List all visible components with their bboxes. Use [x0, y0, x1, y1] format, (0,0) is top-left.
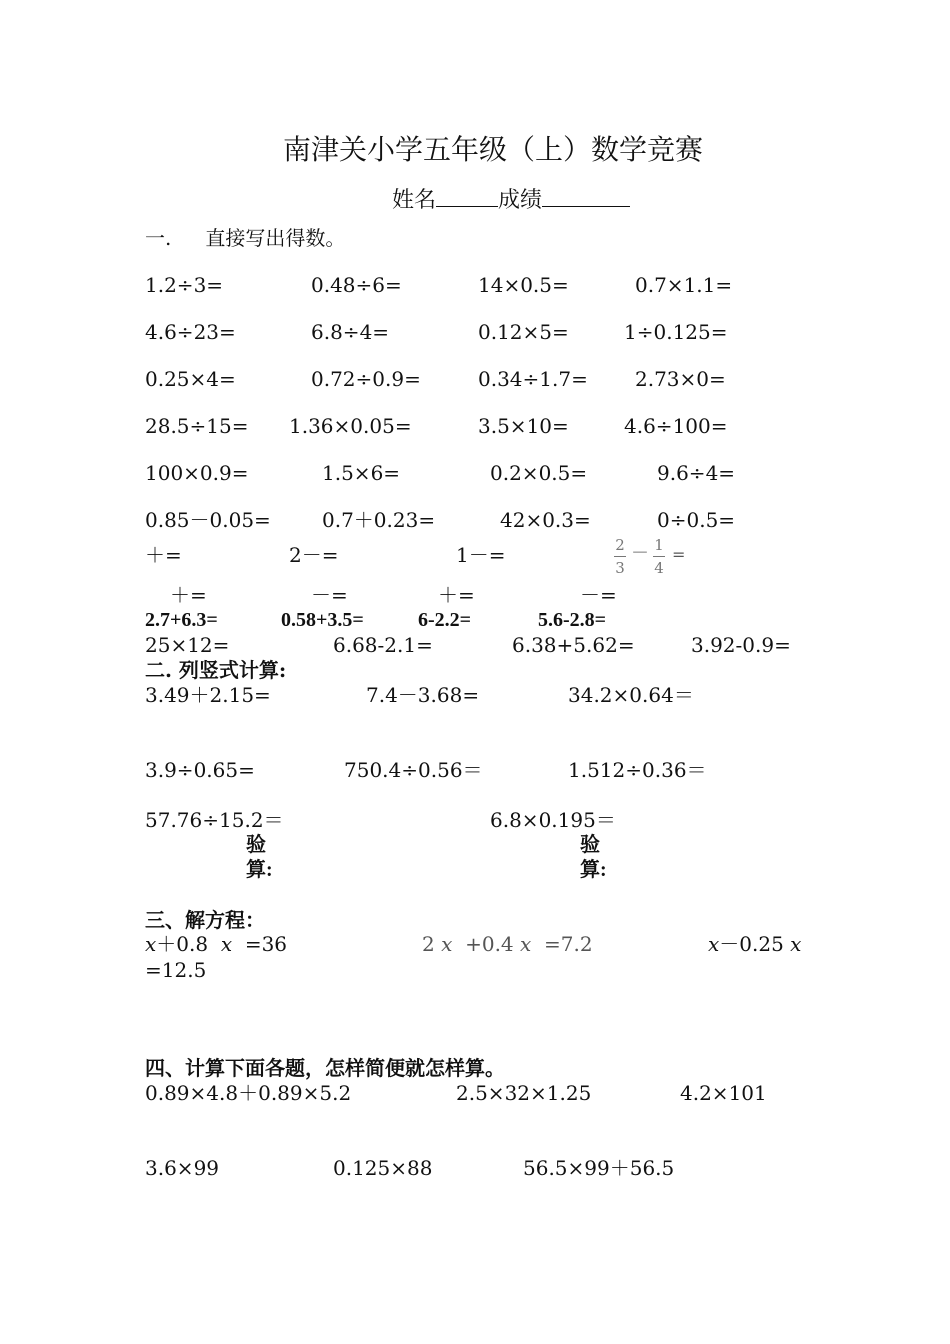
problem: 0.72÷0.9= [311, 367, 421, 391]
problem: 0.2×0.5= [490, 461, 588, 485]
problem: 9.6÷4= [657, 461, 736, 485]
equation-continuation: =12.5 [145, 958, 207, 982]
problem: 1.2÷3= [145, 273, 224, 297]
fraction-equals: = [672, 545, 686, 564]
problem: 1÷0.125= [624, 320, 728, 344]
problem: 4.6÷100= [624, 414, 728, 438]
section-one-number: 一. [145, 226, 172, 250]
problem: 0.85－0.05= [145, 508, 271, 532]
score-blank[interactable] [542, 188, 630, 207]
problem: 6-2.2= [418, 609, 472, 631]
problem: 2.7+6.3= [145, 609, 218, 631]
problem: 4.2×101 [680, 1081, 767, 1105]
fraction-denominator: 4 [654, 559, 664, 577]
problem: 3.9÷0.65= [145, 758, 255, 782]
problem: 3.92-0.9= [691, 633, 791, 657]
problem: 0÷0.5= [657, 508, 736, 532]
problem: 7.4－3.68= [366, 683, 480, 707]
section-two-heading: 二. 列竖式计算: [145, 658, 287, 682]
problem: ＋= [170, 583, 207, 607]
check-label: 验 [580, 834, 600, 856]
equation: x＋0.8 x =36 [145, 932, 288, 956]
problem: 4.6÷23= [145, 320, 236, 344]
problem: 28.5÷15= [145, 414, 249, 438]
problem: 14×0.5= [478, 273, 569, 297]
score-label: 成绩 [498, 188, 543, 213]
problem: 2.73×0= [635, 367, 726, 391]
problem: 0.125×88 [333, 1156, 433, 1180]
problem: 0.12×5= [478, 320, 569, 344]
problem: 2.5×32×1.25 [456, 1081, 592, 1105]
problem: 0.7＋0.23= [322, 508, 436, 532]
problem: ＋= [145, 543, 182, 567]
problem: 0.7×1.1= [635, 273, 733, 297]
problem: 0.58+3.5= [281, 609, 364, 631]
section-four-heading: 四、计算下面各题，怎样简便就怎样算。 [145, 1056, 505, 1080]
problem: 3.5×10= [478, 414, 569, 438]
problem: 56.5×99＋56.5 [523, 1156, 675, 1180]
fraction-denominator: 3 [615, 559, 625, 577]
problem: 100×0.9= [145, 461, 249, 485]
section-three-heading: 三、解方程： [145, 908, 265, 932]
problem: 1.512÷0.36＝ [568, 758, 707, 782]
problem: 3.49＋2.15= [145, 683, 271, 707]
problem: 0.48÷6= [311, 273, 402, 297]
name-score-row [392, 188, 630, 212]
problem: －= [311, 583, 348, 607]
fraction-operator: － [631, 543, 649, 564]
problem: 34.2×0.64＝ [568, 683, 694, 707]
problem: 1.5×6= [322, 461, 401, 485]
section-one-title: 直接写出得数。 [205, 226, 346, 250]
problem: 1－= [456, 543, 506, 567]
check-label: 算: [580, 859, 607, 881]
problem: 750.4÷0.56＝ [344, 758, 483, 782]
check-label: 验 [246, 834, 266, 856]
problem: 1.36×0.05= [289, 414, 412, 438]
problem: 42×0.3= [500, 508, 591, 532]
problem: 5.6-2.8= [538, 609, 607, 631]
problem: ＋= [438, 583, 475, 607]
problem: 6.68-2.1= [333, 633, 433, 657]
fraction-numerator: 1 [654, 536, 664, 554]
check-label: 算: [246, 859, 273, 881]
problem: 3.6×99 [145, 1156, 220, 1180]
fraction-bar [653, 556, 665, 557]
equation: 2 x +0.4 x =7.2 [422, 932, 593, 956]
problem: 6.38+5.62= [512, 633, 635, 657]
page-title: 南津关小学五年级（上）数学竞赛 [283, 133, 704, 166]
problem: 25×12= [145, 633, 230, 657]
equation: x－0.25 x [708, 932, 802, 956]
name-blank[interactable] [436, 188, 498, 207]
name-label: 姓名 [392, 188, 437, 213]
fraction-numerator: 2 [615, 536, 625, 554]
problem: 6.8×0.195＝ [490, 808, 616, 832]
problem: 57.76÷15.2＝ [145, 808, 284, 832]
problem: 0.34÷1.7= [478, 367, 588, 391]
problem: 0.25×4= [145, 367, 236, 391]
problem: 6.8÷4= [311, 320, 390, 344]
fraction-bar [614, 556, 626, 557]
problem: 2－= [289, 543, 339, 567]
problem: －= [580, 583, 617, 607]
problem: 0.89×4.8＋0.89×5.2 [145, 1081, 352, 1105]
section-one-heading [145, 228, 345, 248]
